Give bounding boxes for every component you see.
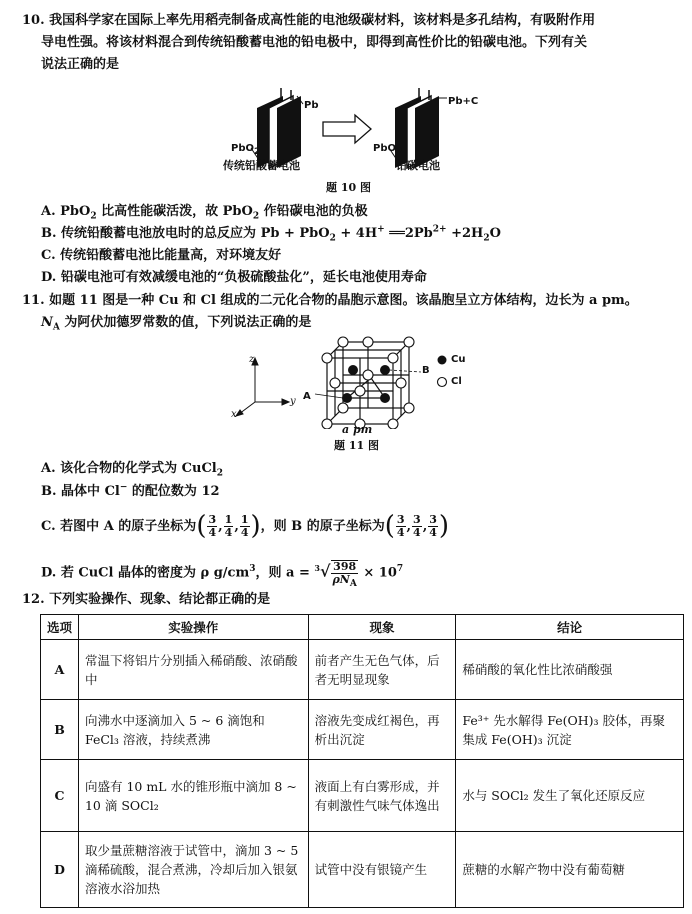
q11-stem-line2: $N_A$ 为阿伏加德罗常数的值，下列说法正确的是 — [41, 315, 312, 333]
q10-option-b: B. 传统铅酸蓄电池放电时的总反应为 Pb + PbO$_2$ + 4H+ $══2Pb^{2+} +2H_2O$ — [41, 224, 501, 244]
q10-option-d: D. 铅碳电池可有效减缓电池的“负极硫酸盐化”，延长电池使用寿命 — [41, 270, 427, 285]
q11-option-a: A. 该化合物的化学式为 CuCl$_2$ — [41, 461, 224, 479]
pbo2-label-left: PbO$_2$ — [231, 143, 261, 157]
q10-stem-line1: 10. 我国科学家在国际上率先用稻壳制备成高性能的电池级碳材料，该材料是多孔结构，有吸附作用 — [22, 13, 596, 28]
table-row — [41, 640, 684, 700]
axis-z-label: z — [249, 354, 255, 365]
q11-option-d: D. 若 CuCl 晶体的密度为 ρ $g/cm^3$，则 a = $^3$√ $\frac{398}{\rho N_A}$ × $10^7$ — [41, 560, 404, 590]
legend-cu-label: Cu — [451, 354, 466, 365]
row-phenomenon: 试管中没有银镜产生 — [308, 832, 456, 908]
row-phenomenon: 溶液先变成红褐色，再析出沉淀 — [308, 700, 456, 760]
experiment-table — [40, 614, 684, 908]
q11-stem-line1: 11. 如题 11 图是一种 Cu 和 Cl 组成的二元化合物的晶胞示意图。该晶胞呈立方体结构，边长为 a pm。 — [22, 293, 638, 308]
crystal-cell-figure — [225, 334, 485, 429]
q10-option-c: C. 传统铅酸蓄电池比能量高，对环境友好 — [41, 248, 282, 263]
q12-stem: 12. 下列实验操作、现象、结论都正确的是 — [22, 592, 271, 607]
atom-a-label: A — [303, 391, 311, 402]
q10-stem-line3: 说法正确的是 — [41, 57, 120, 72]
row-phenomenon: 液面上有白雾形成，并有刺激性气味气体逸出 — [308, 760, 456, 832]
row-option: A — [41, 640, 79, 700]
table-row — [41, 760, 684, 832]
header-option: 选项 — [41, 615, 79, 640]
row-operation: 取少量蔗糖溶液于试管中，滴加 3 ~ 5 滴稀硫酸，混合煮沸，冷却后加入银氨溶液水浴加热 — [78, 832, 308, 908]
lead-acid-battery-label: 传统铅酸蓄电池 — [223, 159, 300, 172]
cl-legend-icon — [438, 378, 447, 387]
q10-option-a: A. PbO$_2$ 比高性能碳活泼，故 PbO$_2$ 作铅碳电池的负极 — [41, 204, 368, 222]
row-conclusion: 水与 SOCl₂ 发生了氧化还原反应 — [456, 760, 684, 832]
pbo2-label-right: PbO$_2$ — [373, 143, 403, 157]
axis-x-label: x — [231, 409, 237, 420]
arrow-right-icon — [323, 115, 371, 143]
row-operation: 常温下将铝片分别插入稀硝酸、浓硝酸中 — [78, 640, 308, 700]
figure-11-caption: 题 11 图 — [334, 439, 379, 452]
row-conclusion: 稀硝酸的氧化性比浓硝酸强 — [456, 640, 684, 700]
cu-legend-icon — [438, 356, 447, 365]
legend-cl-label: Cl — [451, 376, 462, 387]
pbc-label: Pb+C — [448, 96, 479, 107]
row-option: C — [41, 760, 79, 832]
table-row — [41, 700, 684, 760]
axes-icon — [236, 358, 289, 416]
axis-y-label: y — [290, 396, 296, 407]
q11-option-c: C. 若图中 A 的原子坐标为( $\frac{3}{4}$ , $\frac{1}{4}$ , $\frac{1}{4}$ )，则 B 的原子坐标为( $\frac{3}{4}$ , $\frac{3}{4}$ , $\frac{3}{4}$ ) — [41, 511, 450, 541]
header-phenomenon: 现象 — [308, 615, 456, 640]
row-conclusion: Fe³⁺ 先水解得 Fe(OH)₃ 胶体，再聚集成 Fe(OH)₃ 沉淀 — [456, 700, 684, 760]
lead-carbon-battery-label: 铅碳电池 — [396, 159, 440, 172]
row-option: D — [41, 832, 79, 908]
q10-stem-line2: 导电性强。将该材料混合到传统铅酸蓄电池的铅电极中，即得到高性价比的铅碳电池。下列有关 — [41, 35, 588, 50]
atom-b-label: B — [422, 365, 430, 376]
row-operation: 向盛有 10 mL 水的锥形瓶中滴加 8 ~ 10 滴 SOCl₂ — [78, 760, 308, 832]
figure-10-caption: 题 10 图 — [326, 181, 371, 194]
row-operation: 向沸水中逐滴加入 5 ~ 6 滴饱和 FeCl₃ 溶液，持续煮沸 — [78, 700, 308, 760]
table-row — [41, 832, 684, 908]
header-conclusion: 结论 — [456, 615, 684, 640]
row-option: B — [41, 700, 79, 760]
pb-label: Pb — [304, 100, 319, 111]
table-header-row — [41, 615, 684, 640]
row-phenomenon: 前者产生无色气体，后者无明显现象 — [308, 640, 456, 700]
row-conclusion: 蔗糖的水解产物中没有葡萄糖 — [456, 832, 684, 908]
edge-length-label: a pm — [342, 423, 373, 436]
q11-option-b: B. 晶体中 Cl− 的配位数为 12 — [41, 482, 220, 499]
header-operation: 实验操作 — [78, 615, 308, 640]
